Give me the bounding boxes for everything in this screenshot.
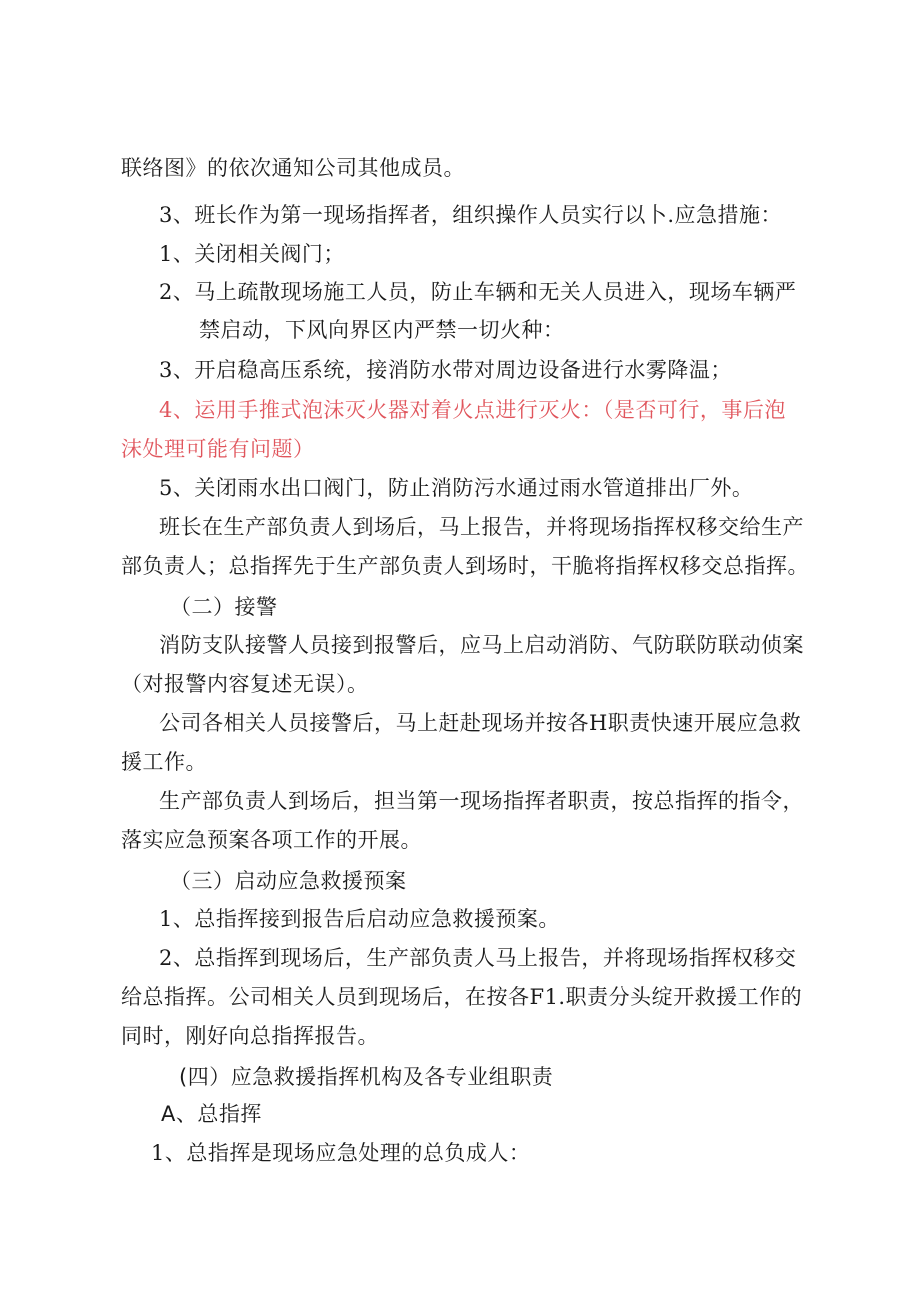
annotated-step-item: 4、运用手推式泡沫灭火器对着火点进行灭火：（是否可行，事后泡 <box>159 398 786 422</box>
paragraph-line: 生产部负责人到场后，担当第一现场指挥者职责，按总指挥的指令， <box>159 789 804 813</box>
step-item-continuation: 禁启动，下风向界区内严禁一切火种： <box>199 318 565 342</box>
paragraph-line: 同时，刚好向总指挥报告。 <box>121 1024 379 1048</box>
step-item: 1、关闭相关阀门； <box>159 242 345 266</box>
subsection-heading: A、总指挥 <box>161 1102 262 1126</box>
step-item: 3、开启稳高压系统，接消防水带对周边设备进行水雾降温； <box>159 358 732 382</box>
paragraph-line: 消防支队接警人员接到报警后，应马上启动消防、气防联防联动侦案 <box>159 633 804 657</box>
step-item: 2、总指挥到现场后，生产部负责人马上报告，并将现场指挥权移交 <box>159 946 797 970</box>
step-item: 1、总指挥是现场应急处理的总负成人： <box>151 1141 531 1165</box>
paragraph-line: 班长在生产部负责人到场后，马上报告，并将现场指挥权移交给生产 <box>159 515 804 539</box>
paragraph-line: 给总指挥。公司相关人员到现场后，在按各F1.职责分头绽开救援工作的 <box>121 985 803 1009</box>
paragraph-line: 援工作。 <box>121 750 207 774</box>
paragraph-line: 部负责人；总指挥先于生产部负责人到场时，干脆将指挥权移交总指挥。 <box>121 554 809 578</box>
paragraph-line: （对报警内容复述无误）。 <box>121 672 369 696</box>
paragraph-line: 公司各相关人员接警后，马上赶赴现场并按各H职责快速开展应急救 <box>159 711 802 735</box>
section-heading: （三）启动应急救援预案 <box>170 869 407 893</box>
step-item: 1、总指挥接到报告后启动应急救援预案。 <box>159 907 560 931</box>
step-item: 2、马上疏散现场施工人员，防止车辆和无关人员进入，现场车辆严 <box>159 280 797 304</box>
paragraph-line: 联络图》的依次通知公司其他成员。 <box>121 156 465 180</box>
section-heading: (四）应急救援指挥机构及各专业组职责 <box>179 1065 554 1089</box>
paragraph-line: 落实应急预案各项工作的开展。 <box>121 828 422 852</box>
step-item: 5、关闭雨水出口阀门，防止消防污水通过雨水管道排出厂外。 <box>159 476 754 500</box>
annotated-step-continuation: 沫处理可能有问题） <box>121 437 315 461</box>
section-heading: （二）接警 <box>170 595 278 619</box>
step-item: 3、班长作为第一现场指挥者，组织操作人员实行以卜.应急措施： <box>159 203 783 227</box>
